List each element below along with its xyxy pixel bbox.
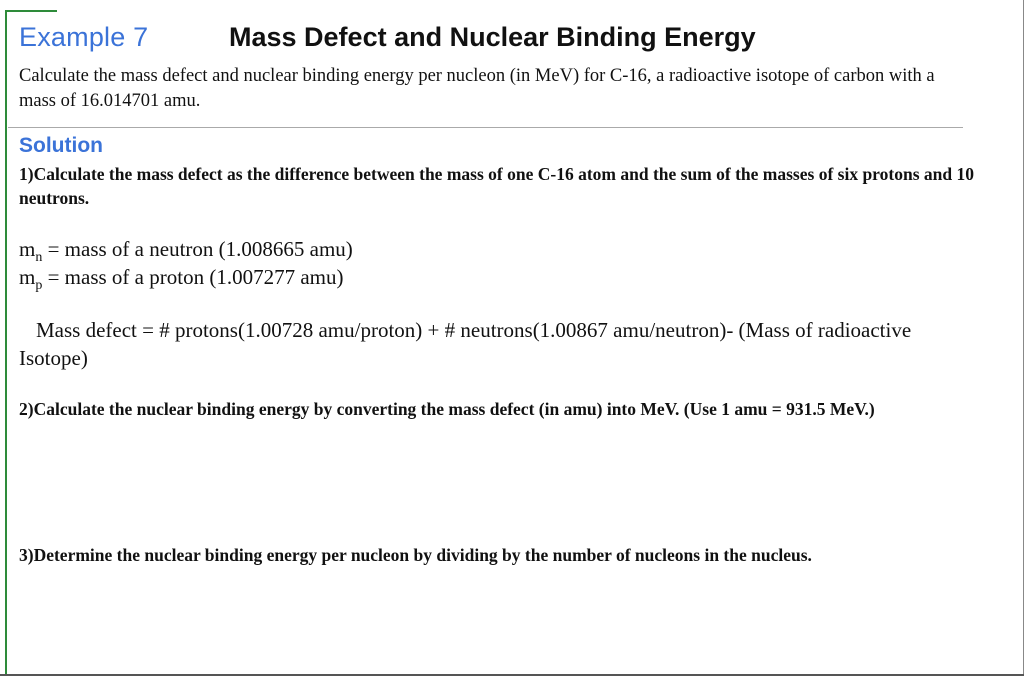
subscript: n (35, 250, 43, 265)
frame-top-border (5, 10, 57, 12)
symbol: m (19, 237, 36, 261)
proton-mass-definition (19, 264, 344, 293)
definition-text: = mass of a neutron (1.008665 amu) (42, 237, 353, 261)
neutron-mass-definition (19, 236, 353, 265)
subscript: p (35, 278, 43, 293)
mass-defect-formula: Mass defect = # protons(1.00728 amu/proton) + # neutrons(1.00867 amu/neutron)- (Mass of radioactive Isotope) (19, 318, 912, 370)
step-3: 3)Determine the nuclear binding energy per nucleon by dividing by the number of nucleons in the nucleus. (19, 545, 812, 565)
step-1: 1)Calculate the mass defect as the difference between the mass of one C-16 atom and the sum of the masses of six protons and 10 neutrons. (19, 164, 974, 208)
definition-text: = mass of a proton (1.007277 amu) (42, 265, 344, 289)
symbol: m (19, 265, 36, 289)
solution-heading: Solution (19, 134, 103, 157)
frame-left-border (5, 10, 7, 676)
step-2: 2)Calculate the nuclear binding energy by converting the mass defect (in amu) into MeV. (Use 1 amu = 931.5 MeV.) (19, 399, 875, 419)
section-divider (8, 127, 963, 128)
page-title: Mass Defect and Nuclear Binding Energy (229, 22, 756, 52)
example-label: Example 7 (19, 22, 149, 52)
problem-statement: Calculate the mass defect and nuclear binding energy per nucleon (in MeV) for C-16, a radioactive isotope of carbon with a mass of 16.014701 amu. (19, 66, 935, 111)
